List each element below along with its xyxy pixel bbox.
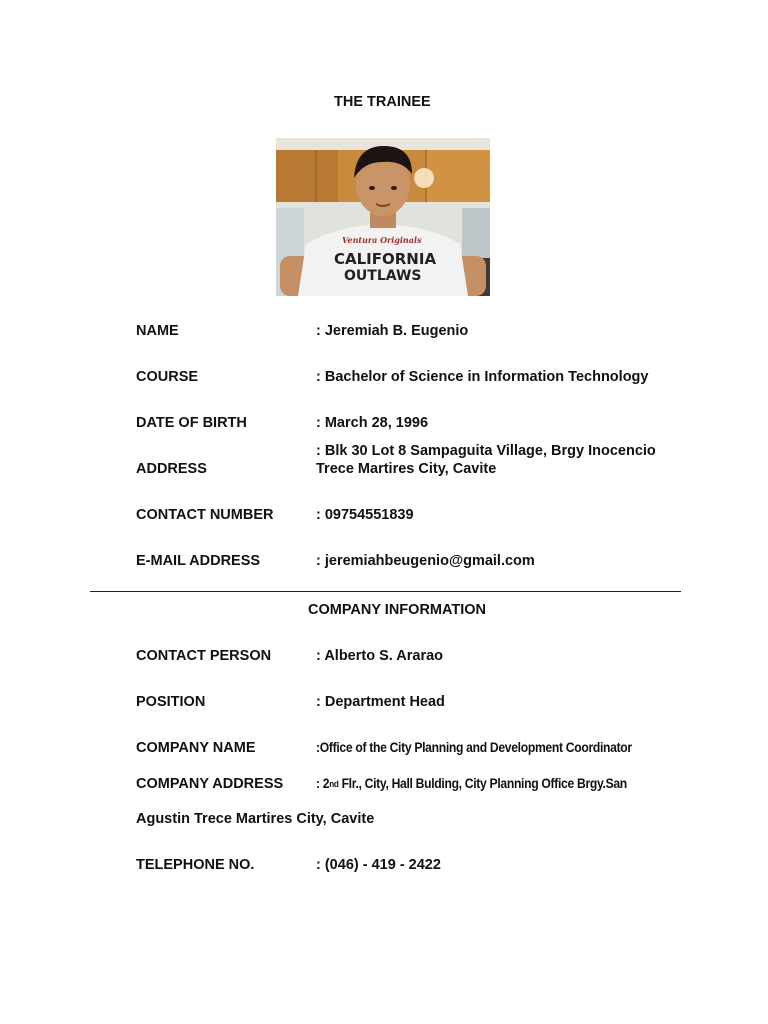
company-address-rest: Flr., City, Hall Bulding, City Planning Office Brgy.San	[338, 776, 627, 791]
shirt-text-line2: OUTLAWS	[344, 268, 422, 284]
company-address-line2: Agustin Trece Martires City, Cavite	[136, 811, 375, 827]
email-label: E-MAIL ADDRESS	[136, 553, 261, 569]
page-title: THE TRAINEE	[334, 94, 431, 110]
address-label: ADDRESS	[136, 461, 207, 477]
company-address-ordinal: nd	[329, 779, 339, 789]
shirt-text-line1: CALIFORNIA	[334, 250, 437, 268]
address-value-line2: Trece Martires City, Cavite	[316, 461, 497, 477]
course-value: : Bachelor of Science in Information Technology	[316, 369, 649, 385]
contact-person-value: : Alberto S. Ararao	[316, 648, 444, 664]
trainee-photo-image	[276, 138, 490, 296]
section-divider	[90, 591, 681, 592]
company-address-prefix: : 2	[316, 776, 330, 791]
contact-number-label: CONTACT NUMBER	[136, 507, 274, 523]
company-info-heading: COMPANY INFORMATION	[308, 602, 487, 618]
name-label: NAME	[136, 323, 179, 339]
company-name-value: :Office of the City Planning and Development Coordinator	[316, 740, 632, 755]
email-value: : jeremiahbeugenio@gmail.com	[316, 553, 535, 569]
dob-label: DATE OF BIRTH	[136, 415, 247, 431]
shirt-script: Ventura Originals	[342, 235, 422, 245]
telephone-value: : (046) - 419 - 2422	[316, 857, 441, 873]
course-label: COURSE	[136, 369, 199, 385]
dob-value: : March 28, 1996	[316, 415, 429, 431]
company-address-value	[316, 775, 627, 793]
position-value: : Department Head	[316, 694, 445, 710]
company-address-label: COMPANY ADDRESS	[136, 776, 284, 792]
position-label: POSITION	[136, 694, 206, 710]
address-value-line1: : Blk 30 Lot 8 Sampaguita Village, Brgy Inocencio	[316, 443, 656, 459]
contact-person-label: CONTACT PERSON	[136, 648, 272, 664]
contact-number-value: : 09754551839	[316, 507, 414, 523]
name-value: : Jeremiah B. Eugenio	[316, 323, 469, 339]
company-name-label: COMPANY NAME	[136, 740, 256, 756]
telephone-label: TELEPHONE NO.	[136, 857, 255, 873]
trainee-photo	[276, 138, 490, 296]
